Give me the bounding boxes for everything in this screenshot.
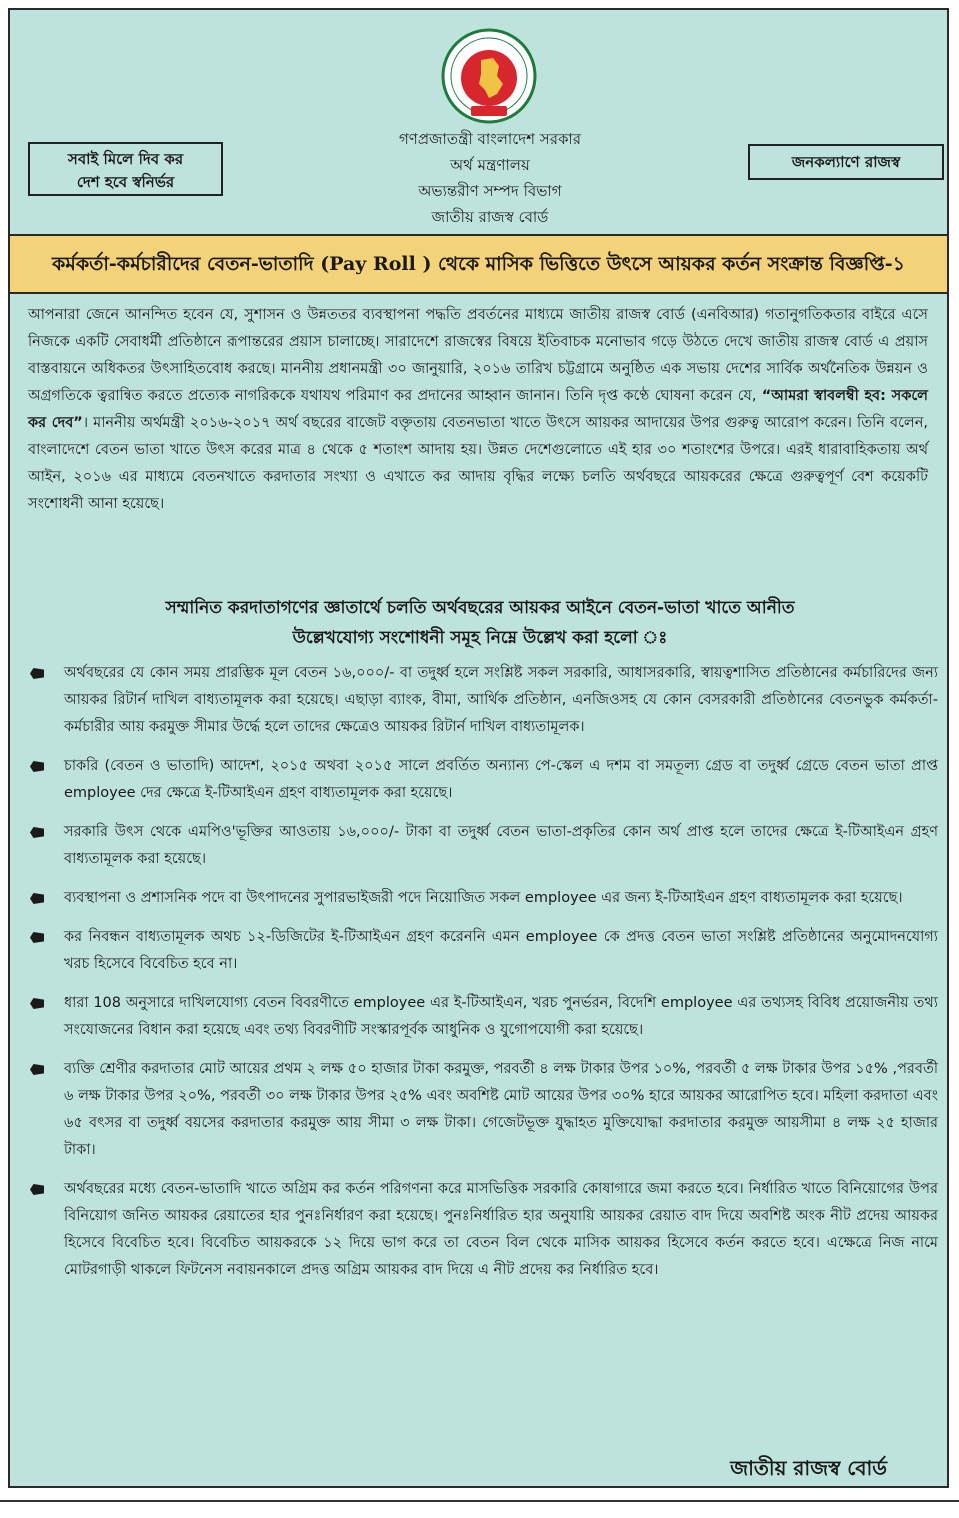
amendment-text: সরকারি উৎস থেকে এমপিও'ভূক্তির আওতায় ১৬,০০০/- টাকা বা তদুর্ধ্ব বেতন ভাতা-প্রকৃতির কোন অর্থ প্রাপ্ত হলে তাদের ক্ষেত্রে ই-টিআইএন গ্রহণ বাধ্যতামূলক করা হয়েছে। bbox=[64, 824, 938, 867]
amendment-item bbox=[28, 990, 938, 1044]
intro-part-1: আপনারা জেনে আনন্দিত হবেন যে, সুশাসন ও উন্নততর ব্যবস্থাপনা পদ্ধতি প্রবর্তনের মাধ্যমে জাতীয় রাজস্ব বোর্ড (এনবিআর) গতানুগতিকতার বাইরে এসে নিজকে একটি সেবাধর্মী প্রতিষ্ঠানে রূপান্তরের প্রয়াস চালাচ্ছে। সারাদেশে রাজস্বের বিষয়ে ইতিবাচক মনোভাব গড়ে উঠতে দেখে জাতীয় রাজস্ব বোর্ড এ প্রয়াস বাস্তবায়নে অধিকতর উৎসাহিতবোধ করছে। মাননীয় প্রধানমন্ত্রী ৩০ জানুয়ারি, ২০১৬ তারিখ চট্টগ্রামে অনুষ্ঠিত এক সভায় দেশের সার্বিক অর্থনৈতিক উন্নয়ন ও অগ্রগতিকে ত্বরান্বিত করতে প্রত্যেক নাগরিককে যথাযথ পরিমাণ কর প্রদানের আহ্বান জানান। তিনি দৃপ্ত কণ্ঠে ঘোষনা করেন যে, bbox=[28, 307, 928, 404]
amendment-text: কর নিবন্ধন বাধ্যতামূলক অথচ ১২-ডিজিটের ই-টিআইএন গ্রহণ করেননি এমন employee কে প্রদত্ত বেতন ভাতা সংশ্লিষ্ট প্রতিষ্ঠানের অনুমোদনযোগ্য খরচ হিসেবে বিবেচিত হবে না। bbox=[64, 929, 938, 972]
amendment-text: ব্যবস্থাপনা ও প্রশাসনিক পদে বা উৎপাদনের সুপারভাইজরী পদে নিয়োজিত সকল employee এর জন্য ই-টিআইএন গ্রহণ বাধ্যতামূলক করা হয়েছে। bbox=[64, 890, 903, 906]
bullet-icon bbox=[30, 668, 44, 679]
bullet-icon bbox=[30, 932, 44, 943]
notice-title: কর্মকর্তা-কর্মচারীদের বেতন-ভাতাদি (Pay Roll ) থেকে মাসিক ভিত্তিতে উৎসে আয়কর কর্তন সংক্রান্ত বিজ্ঞপ্তি-১ bbox=[10, 234, 947, 294]
bullet-icon bbox=[30, 893, 44, 904]
slogan-left-line-1: সবাই মিলে দিব কর bbox=[67, 150, 184, 168]
govt-line-2: অর্থ মন্ত্রণালয় bbox=[450, 156, 530, 174]
amendment-item bbox=[28, 753, 938, 807]
amendment-text: অর্থবছরের যে কোন সময় প্রারম্ভিক মূল বেতন ১৬,০০০/- বা তদুর্ধ্ব হলে সংশ্লিষ্ট সকল সরকারি, আধাসরকারি, স্বায়ত্বশাসিত প্রতিষ্ঠানের কর্মচারিদের জন্য আয়কর রিটার্ন দাখিল বাধ্যতামূলক করা হয়েছে। এছাড়া ব্যাংক, বীমা, আর্থিক প্রতিষ্ঠান, এনজিওসহ যে কোন বেসরকারী প্রতিষ্ঠানের বেতনভুক কর্মকর্তা-কর্মচারীর আয় করমুক্ত সীমার উর্দ্ধে হলে তাদের ক্ষেত্রেও আয়কর রিটার্ন দাখিল বাধ্যতামূলক। bbox=[64, 665, 938, 735]
amendment-item bbox=[28, 885, 938, 912]
section-heading-line-1: সম্মানিত করদাতাগণের জ্ঞাতার্থে চলতি অর্থবছরের আয়কর আইনে বেতন-ভাতা খাতে আনীত bbox=[165, 598, 795, 618]
govt-line-3: অভ্যন্তরীণ সম্পদ বিভাগ bbox=[418, 182, 562, 200]
amendment-text: চাকরি (বেতন ও ভাতাদি) আদেশ, ২০১৫ অথবা ২০১৫ সালে প্রবর্তিত অন্যান্য পে-স্কেল এ দশম বা সমতূল্য গ্রেড বা তদুর্ধ্ব গ্রেডে বেতন ভাতা প্রাপ্ত employee দের ক্ষেত্রে ই-টিআইএন গ্রহণ বাধ্যতামূলক করা হয়েছে। bbox=[64, 758, 938, 801]
section-heading-line-2: উল্লেখযোগ্য সংশোধনী সমূহ নিম্নে উল্লেখ করা হলো ঃ bbox=[292, 628, 668, 648]
section-heading bbox=[50, 593, 910, 653]
government-header bbox=[290, 126, 690, 230]
intro-quote: “আমরা স্বাবলম্বী হব: সকলে কর দেব” bbox=[28, 388, 928, 431]
slogan-left-line-2: দেশ হবে স্বনির্ভর bbox=[76, 173, 175, 191]
slogan-left bbox=[28, 142, 223, 196]
bottom-divider bbox=[0, 1500, 959, 1502]
amendment-text: ব্যক্তি শ্রেণীর করদাতার মোট আয়ের প্রথম ২ লক্ষ ৫০ হাজার টাকা করমুক্ত, পরবর্তী ৪ লক্ষ টাকার উপর ১০%, পরবর্তী ৫ লক্ষ টাকার উপর ১৫% ,পরবর্তী ৬ লক্ষ টাকার উপর ২০%, পরবর্তী ৩০ লক্ষ টাকার উপর ২৫% এবং অবশিষ্ট মোট আয়ের উপর ৩০% হারে আয়কর আরোপিত হবে। মহিলা করদাতা এবং ৬৫ বৎসর বা তদুর্ধ্ব বয়সের করদাতার করমুক্ত আয় সীমা ৩ লক্ষ টাকা। গেজেটভূক্ত যুদ্ধাহত মুক্তিযোদ্ধা করদাতার করমুক্ত আয়সীমা ৪ লক্ষ ২৫ হাজার টাকা। bbox=[64, 1061, 938, 1158]
signature: জাতীয় রাজস্ব বোর্ড bbox=[730, 1456, 887, 1480]
amendment-item bbox=[28, 660, 938, 741]
slogan-right: জনকল্যাণে রাজস্ব bbox=[748, 144, 944, 180]
bullet-icon bbox=[30, 998, 44, 1009]
amendment-item bbox=[28, 819, 938, 873]
govt-line-1: গণপ্রজাতন্ত্রী বাংলাদেশ সরকার bbox=[398, 130, 582, 148]
amendment-text: অর্থবছরের মধ্যে বেতন-ভাতাদি খাতে অগ্রিম কর কর্তন পরিগণনা করে মাসভিত্তিক সরকারি কোষাগারে জমা করতে হবে। নির্ধারিত খাতে বিনিয়োগের উপর বিনিয়োগ জনিত আয়কর রেয়াতের হার পুনঃনির্ধারণ করা হয়েছে। পুনঃনির্ধারিত হার অনুযায়ি আয়কর রেয়াত বাদ দিয়ে অবশিষ্ট অংক নীট প্রদেয় আয়কর হিসেবে বিবেচিত হবে। বিবেচিত আয়করকে ১২ দিয়ে ভাগ করে তা বেতন বিল থেকে মাসিক আয়কর হিসেবে কর্তন করতে হবে। এক্ষেত্রে নিজ নামে মোটরগাড়ী থাকলে ফিটনেস নবায়নকালে প্রদত্ত অগ্রিম আয়কর বাদ দিয়ে এ নীট প্রদেয় কর নির্ধারিত হবে। bbox=[64, 1181, 938, 1278]
amendment-item bbox=[28, 1056, 938, 1164]
bullet-icon bbox=[30, 1064, 44, 1075]
notice-board bbox=[8, 8, 949, 1488]
amendment-item bbox=[28, 924, 938, 978]
amendment-text: ধারা 108 অনুসারে দাখিলযোগ্য বেতন বিবরণীতে employee এর ই-টিআইএন, খরচ পুনর্ভরন, বিদেশি employee এর তথ্যসহ বিবিধ প্রয়োজনীয় তথ্য সংযোজনের বিধান করা হয়েছে এবং তথ্য বিবরণীটি সংস্কারপূর্বক আধুনিক ও যুগোপযোগী করা হয়েছে। bbox=[64, 995, 938, 1038]
amendment-list bbox=[28, 660, 938, 1296]
govt-line-4: জাতীয় রাজস্ব বোর্ড bbox=[431, 208, 549, 226]
government-seal-icon bbox=[441, 28, 537, 124]
intro-part-2: । মাননীয় অর্থমন্ত্রী ২০১৬-২০১৭ অর্থ বছরের বাজেট বক্তৃতায় বেতনভাতা খাতে উৎসে আয়কর আদায়ের উপর গুরুত্ব আরোপ করেন। তিনি বলেন, বাংলাদেশে বেতন ভাতা খাতে উৎস করের মাত্র ৪ থেকে ৫ শতাংশ আদায় হয়। উন্নত দেশেগুলোতে এই হার ৩০ শতাংশের উপরে। এরই ধারাবাহিকতায় অর্থ আইন, ২০১৬ এর মাধ্যমে বেতনখাতে করদাতার সংখ্যা ও এখাতে কর আদায় বৃদ্ধির লক্ষ্যে চলতি অর্থবছরে আয়করের ক্ষেত্রে গুরুত্বপূর্ণ বেশ কয়েকটি সংশোধনী আনা হয়েছে। bbox=[28, 415, 928, 512]
amendment-item bbox=[28, 1176, 938, 1284]
bullet-icon bbox=[30, 761, 44, 772]
bullet-icon bbox=[30, 1184, 44, 1195]
intro-paragraph bbox=[28, 302, 928, 518]
bullet-icon bbox=[30, 827, 44, 838]
